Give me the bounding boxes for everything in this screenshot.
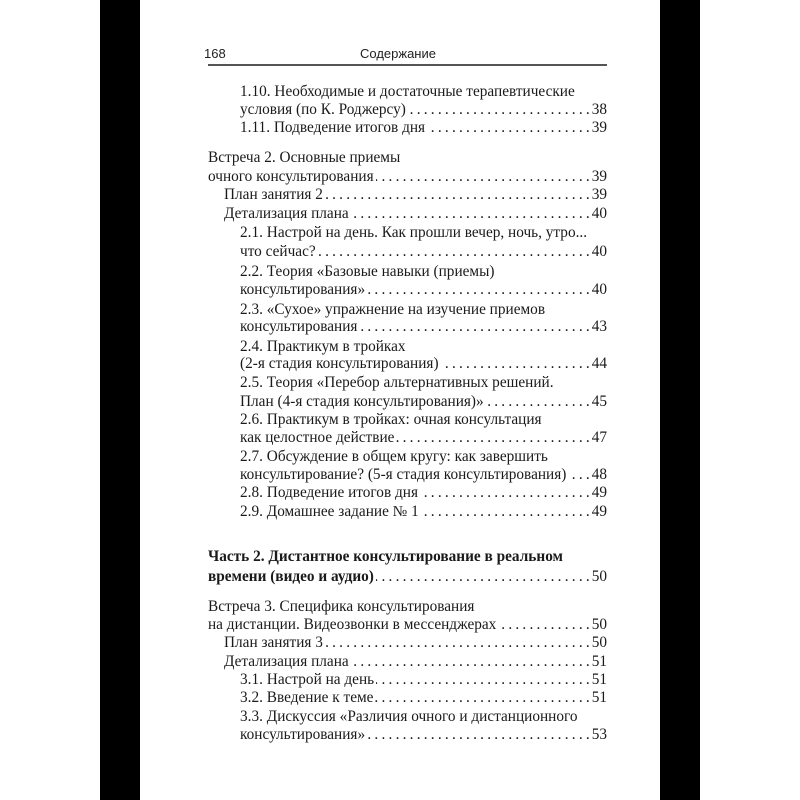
dot-leader: [376, 167, 590, 187]
entry-text: 2.7. Обсуждение в общем кругу: как завершить: [240, 448, 548, 465]
scan-border-left: [100, 0, 140, 800]
toc-entry: [240, 707, 607, 727]
toc-entry: [240, 725, 607, 745]
entry-page: 51: [591, 671, 607, 688]
dot-leader: [367, 280, 590, 300]
entry-text: что сейчас?: [240, 243, 316, 260]
toc-entry: [224, 204, 607, 224]
entry-text: 3.1. Настрой на день: [240, 671, 375, 688]
entry-page: 38: [591, 101, 607, 118]
entry-page: 47: [591, 429, 607, 446]
entry-text: 2.2. Теория «Базовые навыки (приемы): [240, 263, 495, 280]
entry-page: 53: [591, 726, 607, 743]
entry-page: 39: [591, 119, 607, 136]
toc-entry: [240, 502, 607, 522]
entry-page: 39: [591, 168, 607, 185]
toc-entry: [240, 447, 607, 467]
dot-leader: [325, 633, 590, 653]
toc-entry: [240, 242, 607, 262]
entry-page: 39: [591, 186, 607, 203]
dot-leader: [376, 567, 590, 587]
toc-part-heading: [208, 567, 607, 587]
entry-text: Часть 2. Дистантное консультирование в реальном: [208, 548, 563, 565]
entry-text: 1.11. Подведение итогов дня: [240, 119, 426, 136]
entry-text: 3.3. Дискуссия «Различия очного и дистанционного: [240, 708, 578, 725]
toc-entry: [240, 670, 607, 690]
toc-entry: [224, 185, 607, 205]
entry-page: 43: [591, 318, 607, 335]
toc-entry: [208, 167, 607, 187]
entry-text: Встреча 2. Основные приемы: [208, 149, 401, 166]
entry-text: 3.2. Введение к теме: [240, 689, 374, 706]
dot-leader: [420, 483, 590, 503]
dot-leader: [318, 242, 590, 262]
entry-text: условия (по К. Роджерсу): [240, 101, 406, 118]
header-rule: [208, 64, 607, 66]
toc-entry: [224, 633, 607, 653]
entry-text: План занятия 2: [224, 186, 323, 203]
toc-entry: [208, 148, 607, 168]
entry-page: 48: [591, 466, 607, 483]
dot-leader: [568, 465, 589, 485]
entry-page: 50: [591, 568, 607, 585]
entry-text: План занятия 3: [224, 634, 323, 651]
entry-text: (2-я стадия консультирования): [240, 355, 439, 372]
dot-leader: [486, 392, 590, 412]
entry-text: Детализация плана: [224, 653, 349, 670]
toc-entry: [240, 100, 607, 120]
toc-entry: [240, 465, 607, 485]
toc-entry: [240, 688, 607, 708]
entry-page: 49: [591, 503, 607, 520]
toc-entry: [240, 410, 607, 430]
entry-text: Детализация плана: [224, 205, 349, 222]
entry-page: 50: [591, 634, 607, 651]
entry-page: 49: [591, 484, 607, 501]
dot-leader: [325, 185, 590, 205]
dot-leader: [441, 354, 590, 374]
entry-text: 2.9. Домашнее задание № 1: [240, 503, 419, 520]
toc-entry: [240, 262, 607, 282]
entry-text: 2.5. Теория «Перебор альтернативных решений.: [240, 374, 554, 391]
entry-text: 2.1. Настрой на день. Как прошли вечер, ночь, утро...: [240, 224, 588, 241]
toc-entry: [240, 392, 607, 412]
toc-part-heading: [208, 547, 607, 567]
toc-entry: [240, 354, 607, 374]
toc-entry: [240, 280, 607, 300]
dot-leader: [408, 100, 590, 120]
entry-page: 40: [591, 281, 607, 298]
dot-leader: [351, 652, 590, 672]
dot-leader: [396, 428, 589, 448]
dot-leader: [351, 204, 590, 224]
entry-text: очного консультирования: [208, 168, 374, 185]
dot-leader: [421, 502, 590, 522]
dot-leader: [367, 725, 590, 745]
entry-text: консультирование? (5-я стадия консультирования): [240, 466, 567, 483]
entry-text: 2.8. Подведение итогов дня: [240, 484, 418, 501]
entry-text: План (4-я стадия консультирования)»: [240, 393, 484, 410]
dot-leader: [375, 688, 589, 708]
entry-text: Встреча 3. Специфика консультирования: [208, 598, 475, 615]
entry-page: 40: [591, 205, 607, 222]
entry-page: 51: [591, 689, 607, 706]
toc-entry: [224, 652, 607, 672]
entry-page: 45: [591, 393, 607, 410]
toc-entry: [240, 483, 607, 503]
entry-text: 2.4. Практикум в тройках: [240, 338, 406, 355]
scan-border-right: [660, 0, 700, 800]
entry-page: 51: [591, 653, 607, 670]
entry-text: консультирования»: [240, 726, 366, 743]
toc-entry: [208, 615, 607, 635]
entry-page: 40: [591, 243, 607, 260]
dot-leader: [376, 670, 590, 690]
entry-text: как целостное действие: [240, 429, 395, 446]
dot-leader: [427, 118, 590, 138]
toc-entry: [240, 317, 607, 337]
page-number: 168: [204, 46, 226, 61]
toc-entry: [240, 373, 607, 393]
toc-entry: [240, 223, 607, 243]
dot-leader: [498, 615, 589, 635]
running-title: Содержание: [360, 46, 436, 61]
entry-text: консультирования»: [240, 281, 366, 298]
toc-entry: [240, 428, 607, 448]
entry-text: 2.3. «Сухое» упражнение на изучение приемов: [240, 301, 546, 318]
dot-leader: [359, 317, 589, 337]
toc-entry: [240, 118, 607, 138]
entry-text: времени (видео и аудио): [208, 568, 374, 585]
entry-text: на дистанции. Видеозвонки в мессенджерах: [208, 616, 497, 633]
entry-page: 44: [591, 355, 607, 372]
entry-text: консультирования: [240, 318, 358, 335]
entry-page: 50: [591, 616, 607, 633]
entry-text: 2.6. Практикум в тройках: очная консультация: [240, 411, 542, 428]
toc-entry: [208, 597, 607, 617]
entry-text: 1.10. Необходимые и достаточные терапевтические: [240, 83, 575, 100]
toc-entry: [240, 82, 607, 102]
